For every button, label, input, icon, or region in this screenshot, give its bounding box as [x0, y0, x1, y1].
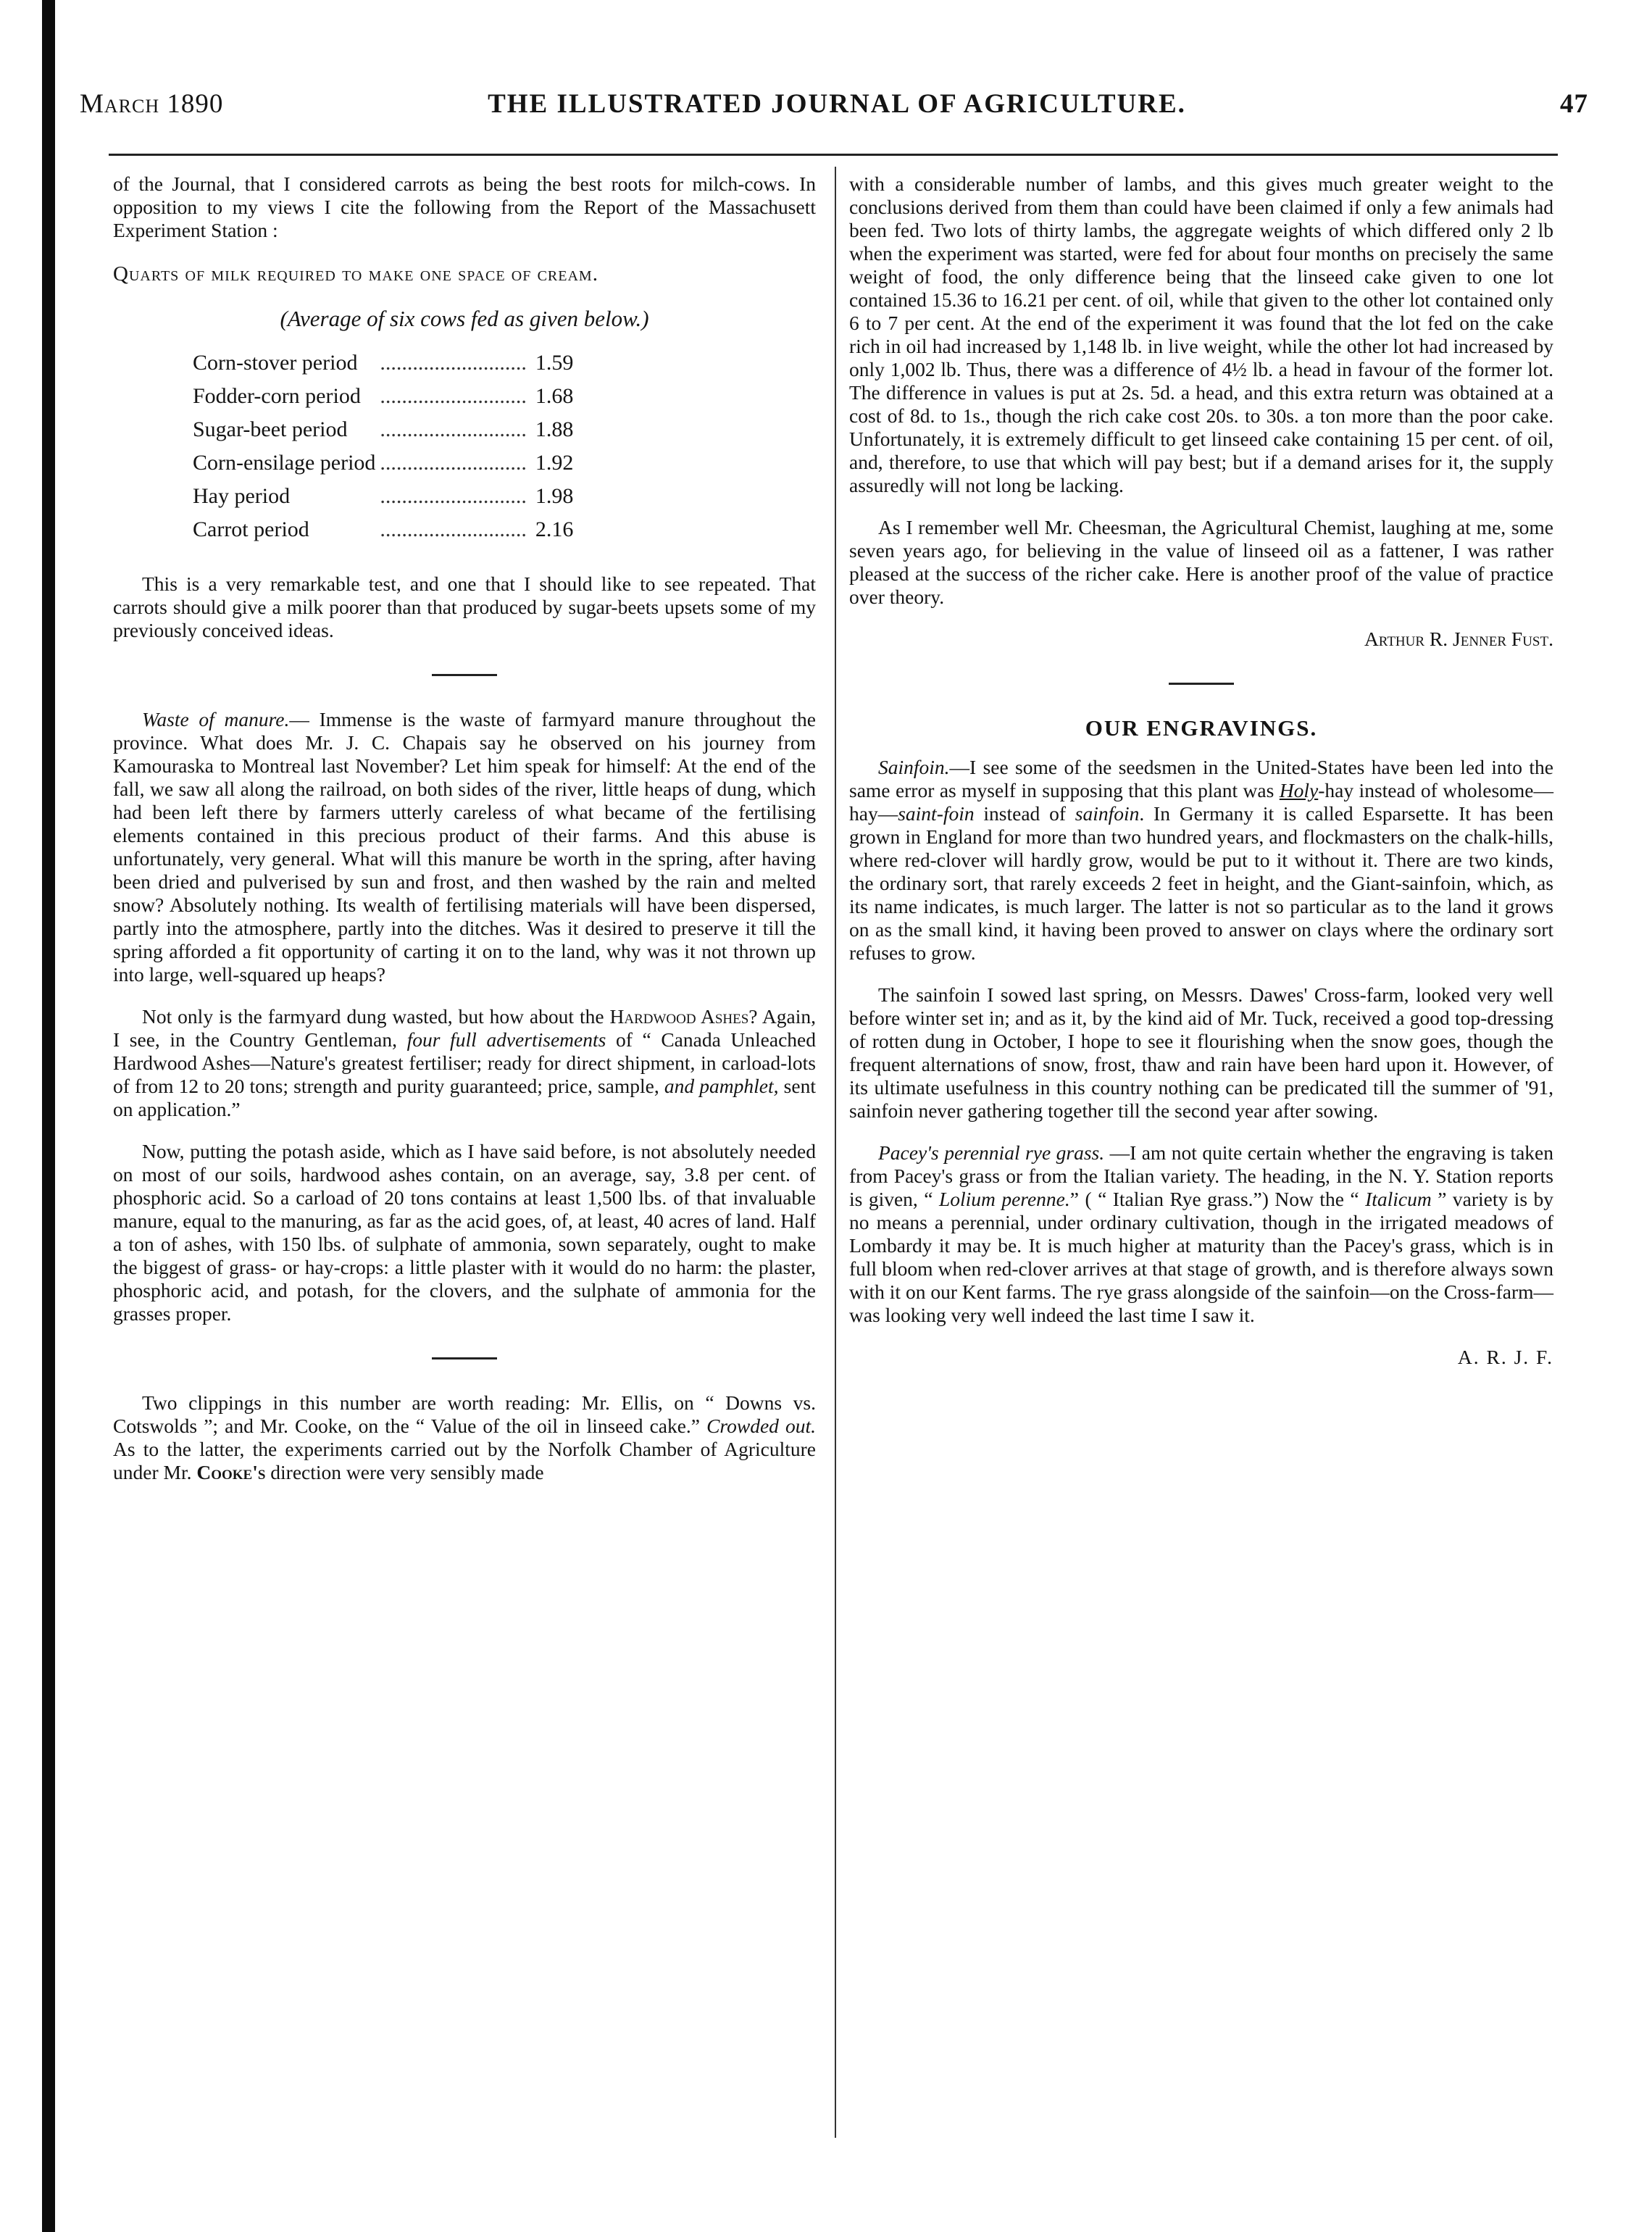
potash-paragraph: Now, putting the potash aside, which as I have said before, is not absolutely needed on most of our soils, hardwood ashes contain, on an average, say, 3.8 per cent. of phosphoric acid. So a carload of 20 tons contains at least 1,500 lbs. of that invaluable manure, equal to the manuring, as far as the acid goes, of, at least, 40 acres of land. Half a ton of ashes, with 150 lbs. of sulphate of ammonia, sown separately, ought to make the biggest of grass- or hay-crops: a little plaster with it would do no harm: the plaster, phosphoric acid, and potash, for the clovers, and the sulphate of ammonia for the grasses proper.	[113, 1140, 816, 1325]
row-label: Hay period	[193, 484, 291, 508]
pacey-text: ” ( “ Italian Rye grass.”) Now the “	[1069, 1188, 1366, 1210]
table-row	[193, 346, 573, 380]
ashes-text: Not only is the farmyard dung wasted, but how about the	[142, 1005, 610, 1028]
sainfoin-cross-farm-paragraph: The sainfoin I sowed last spring, on Messrs. Dawes' Cross-farm, looked very well before winter set in; and as it, by the kind aid of Mr. Tuck, received a good top-dressing of rotten dung in October, I hope to see it flourishing when the snow goes, though the frequent alternations of snow, frost, thaw and rain have been hard upon it. However, of its ultimate usefulness in this country nothing can be predicated till the summer of '91, sainfoin never gathering together till the second year after sowing.	[849, 983, 1553, 1122]
hardwood-ashes-paragraph	[113, 1005, 816, 1121]
clippings-text: Two clippings in this number are worth reading: Mr. Ellis, on “ Downs vs. Cotswolds ”; and Mr. Cooke, on the “ Value of the oil in linseed cake.”	[113, 1391, 816, 1437]
pacey-emphasis: Italicum	[1365, 1188, 1432, 1210]
sainfoin-emphasis: sainfoin	[1075, 802, 1140, 825]
waste-of-manure-paragraph	[113, 708, 816, 986]
row-value: 2.16	[535, 517, 574, 541]
row-label: Corn-stover period	[193, 351, 358, 375]
pacey-emphasis: Lolium perenne.	[938, 1188, 1070, 1210]
pacey-rye-grass-paragraph	[849, 1141, 1553, 1327]
sainfoin-text: -hay instead of wholesome—hay—	[849, 779, 1553, 825]
milk-table-subheading: (Average of six cows fed as given below.)	[280, 306, 649, 331]
pacey-text: —I am not quite certain whether the engraving is taken from Pacey's grass or from the Italian variety. The heading, in the N. Y. Station reports is given, “	[849, 1141, 1553, 1210]
left-column	[113, 172, 816, 1503]
waste-of-manure-text: — Immense is the waste of farmyard manure throughout the province. What does Mr. J. C. Chapais say he observed on his journey from Kamouraska to Montreal last November? Let him speak for himself: At the end of the fall, we saw all along the railroad, on both sides of the river, little heaps of dung, which had been left there by farmers utterly careless of what became of the fertilising elements contained in this precious product of their farms. And this abuse is unfortunately, very general. What will this manure be worth in the spring, after having been dried and pulverised by sun and frost, and then washed by the rain and melted snow? Absolutely nothing. Its wealth of fertilising materials will have been dispersed, partly into the atmosphere, partly into the ditches. Was it desired to preserve it till the spring afforded a fit opportunity of carting it on to the land, why was it not thrown up into large, well-squared up heaps?	[113, 708, 816, 986]
section-rule	[432, 1357, 497, 1359]
header-rule	[109, 154, 1558, 156]
row-value: 1.88	[535, 417, 574, 441]
sainfoin-paragraph	[849, 756, 1553, 965]
section-rule	[1169, 683, 1234, 685]
milk-table-heading: Quarts of milk required to make one space of cream.	[113, 262, 598, 286]
row-value: 1.59	[535, 351, 574, 375]
page-header	[80, 81, 1594, 125]
binding-edge	[42, 0, 55, 2232]
intro-paragraph: of the Journal, that I considered carrots as being the best roots for milch-cows. In opposition to my views I cite the following from the Report of the Massachusett Experiment Station :	[113, 172, 816, 241]
sainfoin-text: instead of	[974, 802, 1075, 825]
table-row	[193, 413, 573, 446]
row-label: Corn-ensilage period	[193, 451, 376, 475]
table-comment-paragraph: This is a very remarkable test, and one that I should like to see repeated. That carrots should give a milk poorer than that produced by sugar-beets upsets some of my previously conceived ideas.	[113, 572, 816, 641]
row-value: 1.92	[535, 451, 574, 475]
row-value: 1.98	[535, 484, 574, 508]
table-row	[193, 513, 573, 546]
linseed-continuation-paragraph: with a considerable number of lambs, and this gives much greater weight to the conclusions derived from them than could have been claimed if only a few animals had been fed. Two lots of thirty lambs, the aggregate weights of which differed only 2 lb when the experiment was started, were fed for about four months on precisely the same weight of food, the only difference being that the linseed cake given to one lot contained 15.36 to 16.21 per cent. of oil, while that given to the other lot contained only 6 to 7 per cent. At the end of the experiment it was found that the lot fed on the cake rich in oil had increased by 1,148 lb. in live weight, while the other lot had increased by only 1,002 lb. Thus, there was a difference of 4½ lb. a head in favour of the former lot. The difference in values is put at 2s. 5d. a head, and this extra return was obtained at a cost of 8d. to 1s., though the rich cake cost 20s. to 30s. a ton more than the poor cake. Unfortunately, it is extremely difficult to get linseed cake containing 15 per cent. of oil, and, therefore, to use that which will pay best; but if a demand arises for it, the supply assuredly will not long be lacking.	[849, 172, 1553, 496]
sainfoin-text: —I see some of the seedsmen in the United-States have been led into the same error as myself in supposing that this plant was	[849, 756, 1553, 801]
row-label: Carrot period	[193, 517, 309, 541]
leader-dots: ...........................	[380, 384, 527, 408]
row-label: Sugar-beet period	[193, 417, 348, 441]
sainfoin-emphasis: saint-foin	[898, 802, 975, 825]
clippings-paragraph	[113, 1391, 816, 1484]
ashes-text: of “ Canada Unleached Hardwood Ashes—Nature's greatest fertiliser; ready for direct shipment, in carload-lots of from 12 to 20 tons; strength and purity guaranteed; price, sample,	[113, 1028, 816, 1097]
sainfoin-lead: Sainfoin.	[878, 756, 950, 778]
leader-dots: ...........................	[380, 351, 527, 375]
page-number: 47	[1560, 89, 1588, 119]
leader-dots: ...........................	[380, 484, 527, 508]
row-label: Fodder-corn period	[193, 384, 361, 408]
right-column	[849, 172, 1553, 1388]
cooke-name: Cooke's	[196, 1461, 266, 1483]
section-rule	[432, 674, 497, 676]
ashes-text: ? Again, I see, in the Country Gentleman,	[113, 1005, 816, 1051]
ashes-text: sent on application.”	[113, 1075, 816, 1120]
leader-dots: ...........................	[380, 517, 527, 541]
author-initials: A. R. J. F.	[1457, 1346, 1553, 1368]
clippings-text: direction were very sensibly made	[265, 1461, 544, 1483]
table-row	[193, 446, 573, 480]
crowded-out-emphasis: Crowded out.	[706, 1415, 817, 1437]
author-signature: Arthur R. Jenner Fust.	[1364, 628, 1553, 650]
ashes-emphasis: four full advertisements	[406, 1028, 606, 1051]
waste-of-manure-lead: Waste of manure.	[142, 708, 290, 730]
sainfoin-text: . In Germany it is called Esparsette. It has been grown in England for more than two hundred years, and flockmasters on the chalk-hills, where red-clover will hardly grow, would be put to it without it. There are two kinds, the ordinary sort, that rarely exceeds 2 feet in height, and the Giant-sainfoin, which, as its name indicates, is much larger. The latter is not so particular as to the land it grows on as the small kind, it having been proved to answer on clays where the ordinary sort refuses to grow.	[849, 802, 1554, 964]
table-row	[193, 380, 573, 413]
cheesman-paragraph: As I remember well Mr. Cheesman, the Agricultural Chemist, laughing at me, some seven years ago, for believing in the value of linseed oil as a fattener, I was rather pleased at the success of the richer cake. Here is another proof of the value of practice over theory.	[849, 516, 1553, 608]
hardwood-ashes-term: Hardwood Ashes	[609, 1005, 749, 1028]
our-engravings-title: OUR ENGRAVINGS.	[1085, 715, 1318, 741]
pacey-lead: Pacey's perennial rye grass.	[878, 1141, 1105, 1164]
leader-dots: ...........................	[380, 451, 527, 475]
journal-title: THE ILLUSTRATED JOURNAL OF AGRICULTURE.	[488, 89, 1186, 119]
sainfoin-emphasis: Holy	[1279, 779, 1319, 801]
milk-table	[193, 346, 573, 546]
column-divider	[835, 167, 836, 2138]
header-date: March 1890	[80, 89, 224, 119]
table-row	[193, 480, 573, 513]
clippings-text: As to the latter, the experiments carried out by the Norfolk Chamber of Agriculture under Mr.	[113, 1438, 816, 1483]
ashes-emphasis: and pamphlet,	[664, 1075, 779, 1097]
leader-dots: ...........................	[380, 417, 527, 441]
row-value: 1.68	[535, 384, 574, 408]
pacey-text: ” variety is by no means a perennial, under ordinary cultivation, though in the irrigated meadows of Lombardy it may be. It is much higher at maturity than the Pacey's grass, which is in full bloom when red-clover arrives at that stage of growth, and is therefore always sown with it on our Kent farms. The rye grass alongside of the sainfoin—on the Cross-farm—was looking very well indeed the last time I saw it.	[849, 1188, 1553, 1326]
